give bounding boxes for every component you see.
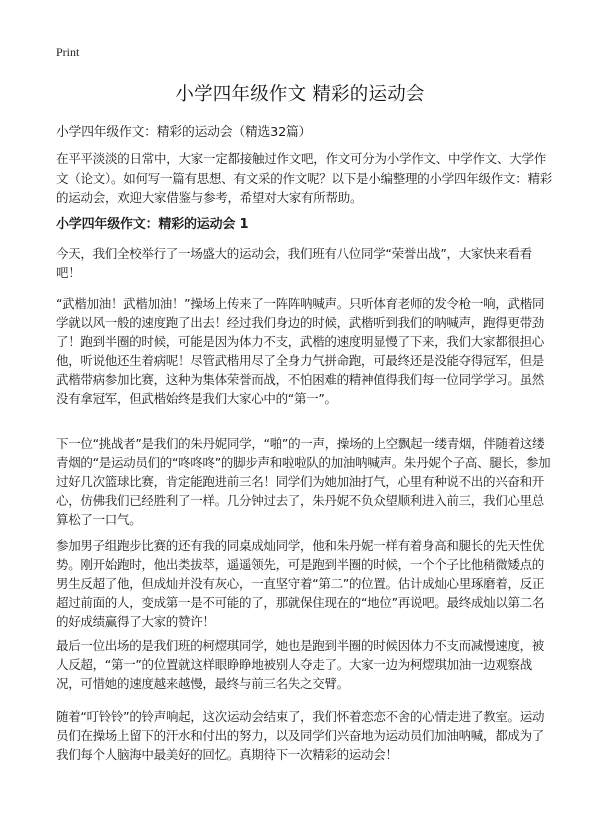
section-heading: 小学四年级作文：精彩的运动会 1 — [56, 217, 249, 232]
body-paragraph: 参加男子组跑步比赛的还有我的同桌成灿同学，他和朱丹妮一样有着身高和腿长的先天性优势。刚开始跑时，他出类拔萃，遥遥领先，可是跑到半圈的时候，一个个子比他稍微矮点的男生反超了他，但成灿并没有灰心，一直坚守着“第二”的位置。估计成灿心里琢磨着，反正超过前面的人，变成第一是不可能的了，那就保住现在的“地位”再说吧。最终成灿以第二名的好成绩赢得了大家的赞许！ — [56, 538, 545, 629]
document-subtitle: 小学四年级作文：精彩的运动会（精选32篇） — [56, 125, 312, 140]
body-paragraph: 下一位“挑战者”是我们的朱丹妮同学，“啪”的一声，操场的上空飘起一缕青烟，伴随着这缕青烟的“是运动员们的“咚咚咚”的脚步声和啦啦队的加油呐喊声。朱丹妮个子高、腿长，参加过好几次篮球比赛，肯定能跑进前三名！同学们为她加油打气，心里有种说不出的兴奋和开心，仿佛我们已经胜利了一样。几分钟过去了，朱丹妮不负众望顺利进入前三，我们心里总算松了一口气。 — [56, 436, 551, 527]
print-link[interactable]: Print — [56, 45, 80, 59]
body-paragraph: 最后一位出场的是我们班的柯熤琪同学，她也是跑到半圈的时候因体力不支而减慢速度，被人反超，“第一”的位置就这样眼睁睁地被别人夺走了。大家一边为柯熤琪加油一边观察战况，可惜她的速度越来越慢，最终与前三名失之交臂。 — [56, 638, 545, 691]
page-title: 小学四年级作文 精彩的运动会 — [175, 84, 425, 105]
body-paragraph: 今天，我们全校举行了一场盛大的运动会，我们班有八位同学“荣誉出战”，大家快来看看吧！ — [56, 246, 532, 280]
body-paragraph: 随着“叮铃铃”的铃声响起，这次运动会结束了，我们怀着恋恋不舍的心情走进了教室。运动员们在操场上留下的汗水和付出的努力，以及同学们兴奋地为运动员们加油呐喊，都成为了我们每个人脑海中最美好的回忆。真期待下一次精彩的运动会！ — [56, 709, 545, 762]
intro-paragraph: 在平平淡淡的日常中，大家一定都接触过作文吧，作文可分为小学作文、中学作文、大学作文（论文）。如何写一篇有思想、有文采的作文呢？以下是小编整理的小学四年级作文：精彩的运动会，欢迎大家借鉴与参考，希望对大家有所帮助。 — [56, 151, 553, 205]
body-paragraph: “武楷加油！武楷加油！”操场上传来了一阵阵呐喊声。只听体育老师的发令枪一响，武楷同学就以风一般的速度跑了出去！经过我们身边的时候，武楷听到我们的呐喊声，跑得更带劲了！跑到半圈的时候，可能是因为体力不支，武楷的速度明显慢了下来，我们大家都很担心他，听说他还生着病呢！尽管武楷用尽了全身力气拼命跑，可最终还是没能夺得冠军，但是武楷带病参加比赛，这种为集体荣誉而战，不怕困难的精神值得我们每一位同学学习。虽然没有拿冠军，但武楷始终是我们大家心中的“第一”。 — [56, 296, 545, 406]
